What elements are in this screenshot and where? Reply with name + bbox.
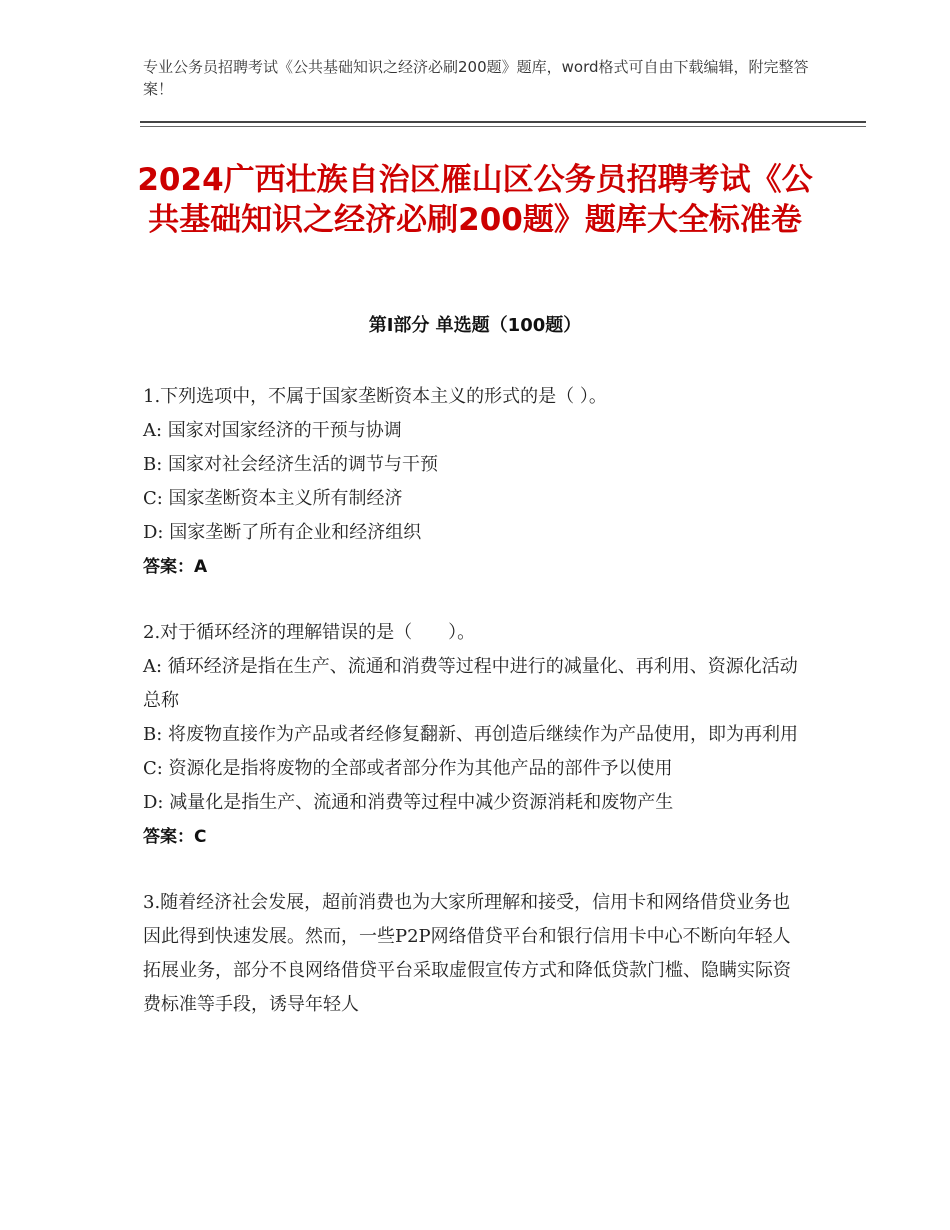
question-list bbox=[143, 380, 803, 1054]
header-note: 专业公务员招聘考试《公共基础知识之经济必刷200题》题库，word格式可自由下载编辑，附完整答案！ bbox=[143, 58, 809, 98]
question-2 bbox=[143, 616, 803, 854]
answer: 答案：A bbox=[143, 557, 208, 577]
answer: 答案：C bbox=[143, 827, 207, 847]
option-d: D: 减量化是指生产、流通和消费等过程中减少资源消耗和废物产生 bbox=[143, 792, 674, 813]
question-stem: 2.对于循环经济的理解错误的是（ ）。 bbox=[143, 622, 476, 643]
option-b: B: 将废物直接作为产品或者经修复翻新、再创造后继续作为产品使用，即为再利用 bbox=[143, 724, 799, 745]
option-a: A: 国家对国家经济的干预与协调 bbox=[143, 420, 402, 441]
document-title: 2024广西壮族自治区雁山区公务员招聘考试《公共基础知识之经济必刷200题》题库大全标准卷 bbox=[137, 162, 813, 238]
option-a: A: 循环经济是指在生产、流通和消费等过程中进行的减量化、再利用、资源化活动总称 bbox=[143, 656, 798, 711]
header-rule-thin bbox=[140, 126, 866, 127]
option-d: D: 国家垄断了所有企业和经济组织 bbox=[143, 522, 422, 543]
question-3 bbox=[143, 886, 803, 1022]
question-stem: 3.随着经济社会发展，超前消费也为大家所理解和接受，信用卡和网络借贷业务也因此得到快速发展。然而，一些P2P网络借贷平台和银行信用卡中心不断向年轻人拓展业务，部分不良网络借贷平台采取虚假宣传方式和降低贷款门槛、隐瞒实际资费标准等手段，诱导年轻人 bbox=[143, 892, 791, 1015]
option-b: B: 国家对社会经济生活的调节与干预 bbox=[143, 454, 439, 475]
option-c: C: 资源化是指将废物的全部或者部分作为其他产品的部件予以使用 bbox=[143, 758, 673, 779]
question-stem: 1.下列选项中，不属于国家垄断资本主义的形式的是（ ）。 bbox=[143, 386, 607, 407]
option-c: C: 国家垄断资本主义所有制经济 bbox=[143, 488, 403, 509]
question-1 bbox=[143, 380, 803, 584]
section-title: 第Ⅰ部分 单选题（100题） bbox=[368, 315, 582, 336]
header-rule-thick bbox=[140, 121, 866, 123]
